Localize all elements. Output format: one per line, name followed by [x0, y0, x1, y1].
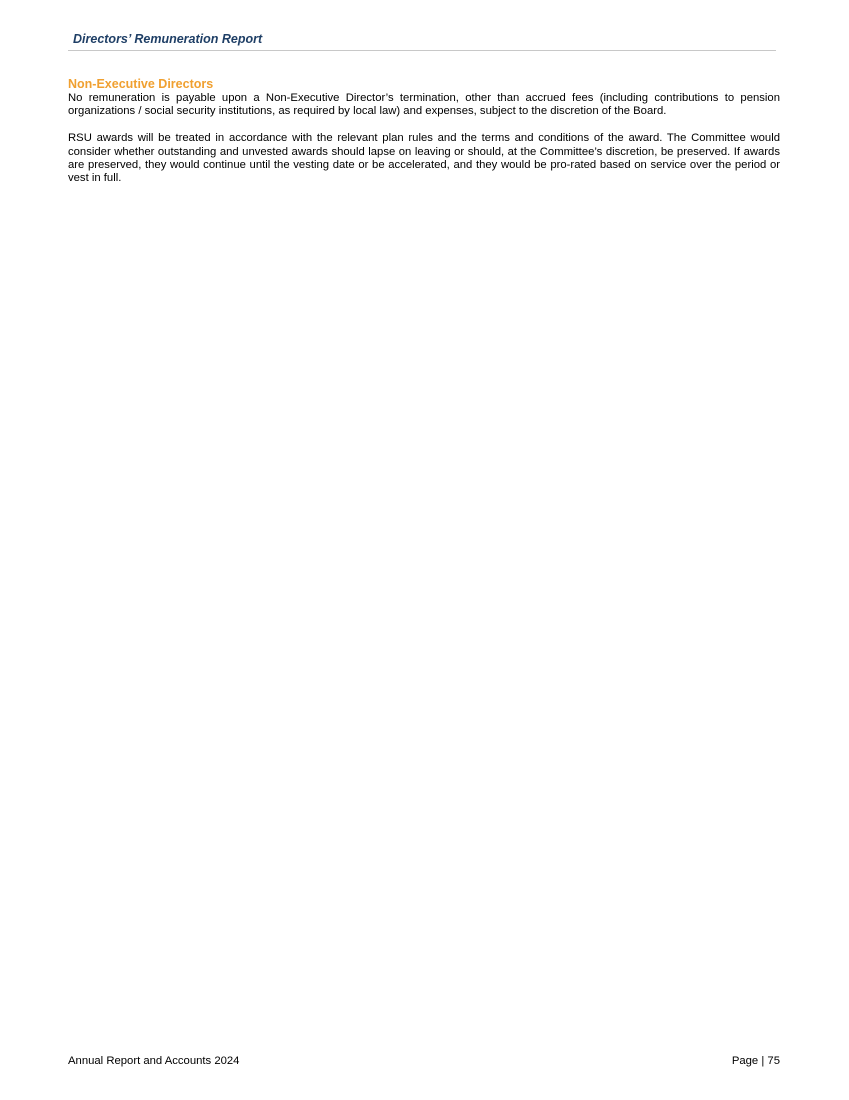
footer-report-title: Annual Report and Accounts 2024 [68, 1055, 240, 1067]
page-header [68, 31, 776, 51]
paragraph-rsu-awards: RSU awards will be treated in accordance with the relevant plan rules and the terms and conditions of the award. The Committee would consider whether outstanding and unvested awards should lapse on leaving or should, at the Committee’s discretion, be preserved. If awards are preserved, they would continue until the vesting date or be accelerated, and they would be pro-rated based on service over the period or vest in full. [68, 132, 780, 185]
header-title: Directors’ Remuneration Report [73, 32, 263, 46]
section-heading: Non-Executive Directors [68, 77, 214, 91]
footer-page-number: Page | 75 [731, 1055, 780, 1067]
main-content [68, 77, 780, 199]
paragraph-termination: No remuneration is payable upon a Non-Executive Director’s termination, other than accrued fees (including contributions to pension organizations / social security institutions, as required by local law) and expenses, subject to the discretion of the Board. [68, 92, 780, 118]
